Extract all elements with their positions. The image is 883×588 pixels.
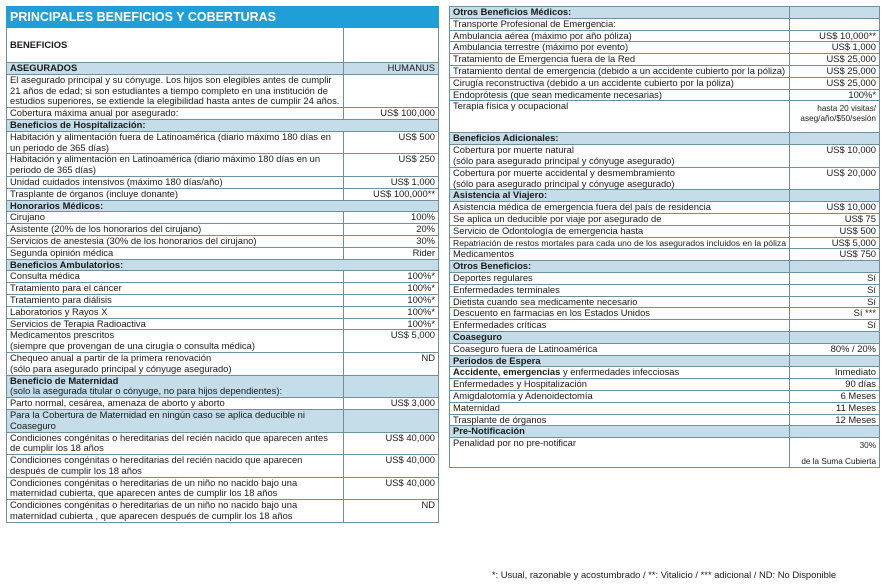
table-row: Condiciones congénitas o hereditarias de un niño no nacido bajo una maternidad cubierta , que aparecen después de cumplir los 18 años ND xyxy=(7,500,439,523)
table-row: Cirujano 100% xyxy=(7,212,439,224)
page-title: PRINCIPALES BENEFICIOS Y COBERTURAS xyxy=(7,7,439,28)
table-row: Asistente (20% de los honorarios del cirujano) 20% xyxy=(7,224,439,236)
table-row: Tratamiento de Emergencia fuera de la Red US$ 25,000 xyxy=(450,54,880,66)
table-row: Segunda opinión médica Rider xyxy=(7,247,439,259)
table-row: Enfermedades y Hospitalización 90 días xyxy=(450,379,880,391)
table-row: Cobertura por muerte natural (sólo para asegurado principal y cónyuge asegurado) US$ 10,000 xyxy=(450,145,880,168)
table-row: Cobertura por muerte accidental y desmembramiento (sólo para asegurado principal y cónyuge asegurado) US$ 20,000 xyxy=(450,167,880,190)
table-row: Dietista cuando sea medicamente necesario Sí xyxy=(450,296,880,308)
table-row: Servicios de anestesia (30% de los honorarios del cirujano) 30% xyxy=(7,235,439,247)
table-row: Transporte Profesional de Emergencia: xyxy=(450,18,880,30)
section-header: Coaseguro xyxy=(450,331,880,343)
table-row: Medicamentos US$ 750 xyxy=(450,249,880,261)
table-row: Habitación y alimentación en Latinoamérica (diario máximo 180 días en un periodo de 365 días) US$ 250 xyxy=(7,154,439,177)
table-row: Condiciones congénitas o hereditarias de un niño no nacido bajo una maternidad cubierta, que aparecen antes de cumplir los 18 años US$ 40,000 xyxy=(7,477,439,500)
maternity-note-row: Para la Cobertura de Maternidad en ningún caso se aplica deducible ni Coaseguro xyxy=(7,409,439,432)
section-header: Pre-Notificación xyxy=(450,426,880,438)
section-header: Asistencia al Viajero: xyxy=(450,190,880,202)
section-header: Otros Beneficios Médicos: xyxy=(450,7,880,19)
table-row: Habitación y alimentación fuera de Latinoamérica (diario máximo 180 días en un periodo de 365 días) US$ 500 xyxy=(7,131,439,154)
table-row: Laboratorios y Rayos X 100%* xyxy=(7,306,439,318)
table-row: Tratamiento para el cáncer 100%* xyxy=(7,283,439,295)
section-header: Beneficios Adicionales: xyxy=(450,133,880,145)
table-row: Unidad cuidados intensivos (máximo 180 días/año) US$ 1,000 xyxy=(7,176,439,188)
table-row: Descuento en farmacias en los Estados Unidos Sí *** xyxy=(450,308,880,320)
right-benefits-table xyxy=(449,6,880,468)
left-benefits-table xyxy=(6,6,439,523)
max-coverage-row: Cobertura máxima anual por asegurado: US$ 100,000 xyxy=(7,108,439,120)
section-header: Otros Beneficios: xyxy=(450,261,880,273)
table-row: Ambulancia terrestre (máximo por evento) US$ 1,000 xyxy=(450,42,880,54)
table-row: Enfermedades terminales Sí xyxy=(450,284,880,296)
table-row: Asistencia médica de emergencia fuera del país de residencia US$ 10,000 xyxy=(450,202,880,214)
asegurados-header xyxy=(7,63,439,75)
table-row: Trasplante de órganos 12 Meses xyxy=(450,414,880,426)
table-row: Repatriación de restos mortales para cada uno de los asegurados incluidos en la póliza US$ 5,000 xyxy=(450,237,880,249)
benefits-header: BENEFICIOS xyxy=(7,28,344,63)
table-row: Cirugía reconstructiva (debido a un accidente cubierto por la póliza) US$ 25,000 xyxy=(450,77,880,89)
table-row: Enfermedades críticas Sí xyxy=(450,320,880,332)
table-row: Accidente, emergencias y enfermedades infecciosas Inmediato xyxy=(450,367,880,379)
table-row: Trasplante de órganos (incluye donante) US$ 100,000** xyxy=(7,188,439,200)
table-row: Penalidad por no pre-notificar 30% de la Suma Cubierta xyxy=(450,438,880,468)
section-header: Periodos de Espera xyxy=(450,355,880,367)
table-row: Maternidad 11 Meses xyxy=(450,402,880,414)
eligibility-row xyxy=(7,74,439,107)
footnote: *: Usual, razonable y acostumbrado / **: Vitalicio / *** adicional / ND: No Disponible xyxy=(491,569,837,580)
table-row: Coaseguro fuera de Latinoamérica 80% / 20% xyxy=(450,343,880,355)
plan-name: HUMANUS xyxy=(344,63,439,75)
table-row: Endoprótesis (que sean medicamente necesarias) 100%* xyxy=(450,89,880,101)
table-row: Servicio de Odontología de emergencia hasta US$ 500 xyxy=(450,225,880,237)
title-row xyxy=(7,7,439,28)
table-row: Servicios de Terapia Radioactiva 100%* xyxy=(7,318,439,330)
table-row: Tratamiento dental de emergencia (debido a un accidente cubierto por la póliza) US$ 25,000 xyxy=(450,65,880,77)
eligibility-text: El asegurado principal y su cónyuge. Los hijos son elegibles antes de cumplir 21 años de edad; si son estudiantes a tiempo completo en una institución de estudios superiores, se extiende la elegibilidad hasta antes de cumplir 24 años. xyxy=(7,74,344,107)
benefits-header-row xyxy=(7,28,439,63)
section-header: Beneficio de Maternidad (solo la asegurada titular o cónyuge, no para hijos dependientes): xyxy=(7,375,439,398)
asegurados-label: ASEGURADOS xyxy=(7,63,344,75)
table-row: Se aplica un deducible por viaje por asegurado de US$ 75 xyxy=(450,213,880,225)
section-header: Beneficios Ambulatorios: xyxy=(7,259,439,271)
table-row: Medicamentos prescritos (siempre que provengan de una cirugía o consulta médica) US$ 5,000 xyxy=(7,330,439,353)
table-row: Chequeo anual a partir de la primera renovación (sólo para asegurado principal y cónyuge asegurado) ND xyxy=(7,352,439,375)
table-row: Amigdalotomía y Adenoidectomía 6 Meses xyxy=(450,390,880,402)
table-row: Parto normal, cesárea, amenaza de aborto y aborto US$ 3,000 xyxy=(7,398,439,410)
table-row: Ambulancia aérea (máximo por año póliza) US$ 10,000** xyxy=(450,30,880,42)
table-row: Deportes regulares Sí xyxy=(450,272,880,284)
table-row: Consulta médica 100%* xyxy=(7,271,439,283)
section-header: Beneficios de Hospitalización: xyxy=(7,119,439,131)
section-header: Honorarios Médicos: xyxy=(7,200,439,212)
table-row: Tratamiento para diálisis 100%* xyxy=(7,294,439,306)
table-row: Condiciones congénitas o hereditarias del recién nacido que aparecen antes de cumplir los 18 años US$ 40,000 xyxy=(7,432,439,455)
table-row: Terapia física y ocupacional hasta 20 visitas/ aseg/año/$50/sesión xyxy=(450,101,880,133)
table-row: Condiciones congénitas o hereditarias del recién nacido que aparecen después de cumplir los 18 años US$ 40,000 xyxy=(7,455,439,478)
